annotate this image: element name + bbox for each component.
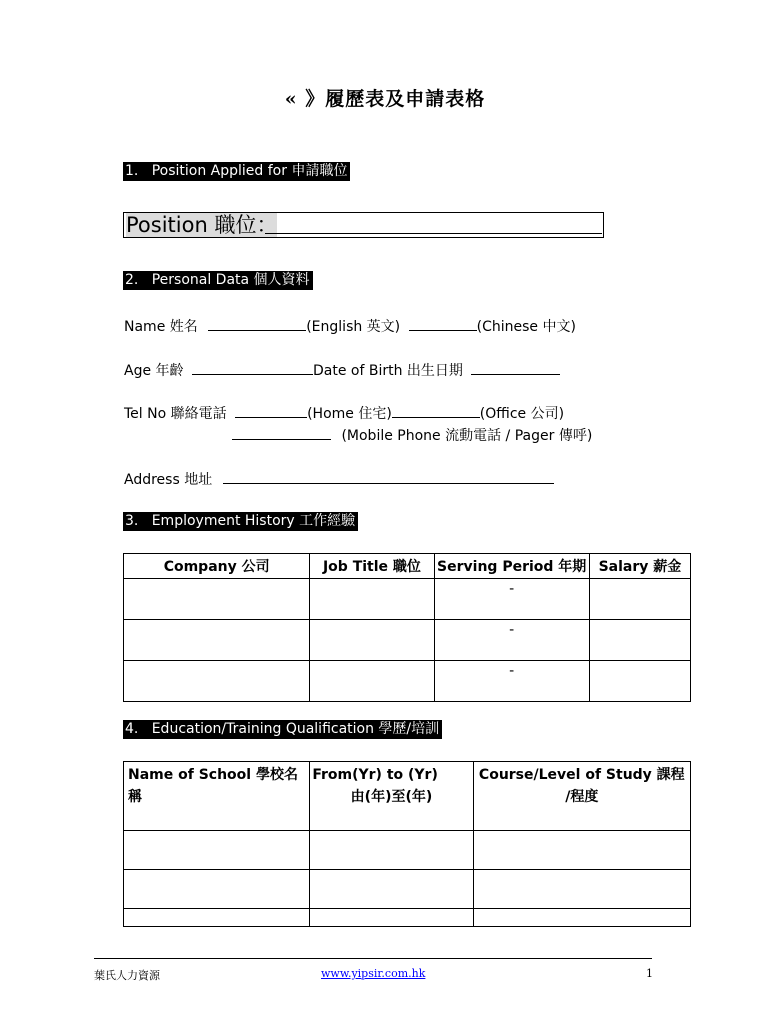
header-course-level-en: Course/Level of Study 課程 <box>478 767 685 783</box>
mobile-blank[interactable] <box>232 425 331 440</box>
serving-period-cell[interactable]: - <box>434 620 589 661</box>
serving-period-cell[interactable]: - <box>434 579 589 620</box>
position-field[interactable] <box>123 212 604 238</box>
job-title-cell[interactable] <box>310 661 434 702</box>
course-cell[interactable] <box>473 870 690 909</box>
tel-home-label: (Home 住宅) <box>307 406 392 422</box>
page-title: « 》履歷表及申請表格 <box>284 88 486 110</box>
page-number: 1 <box>646 967 653 980</box>
period-cell[interactable] <box>310 870 473 909</box>
name-english-label: (English 英文) <box>306 319 401 335</box>
header-course-level <box>473 762 690 831</box>
period-cell[interactable] <box>310 909 473 927</box>
position-label: Position 職位： <box>126 213 278 237</box>
education-table <box>123 761 691 927</box>
tel-label: Tel No 聯絡電話 <box>124 406 227 422</box>
footer-website-link[interactable]: www.yipsir.com.hk <box>321 967 426 980</box>
header-from-to <box>310 762 473 831</box>
address-label: Address 地址 <box>124 472 213 488</box>
header-company: Company 公司 <box>124 554 310 579</box>
course-cell[interactable] <box>473 831 690 870</box>
dob-blank[interactable] <box>471 360 560 375</box>
job-title-cell[interactable] <box>310 579 434 620</box>
age-row <box>124 360 560 380</box>
table-row <box>124 620 691 661</box>
table-header-row <box>124 554 691 579</box>
company-cell[interactable] <box>124 661 310 702</box>
name-row <box>124 316 576 336</box>
job-title-cell[interactable] <box>310 620 434 661</box>
footer-company: 葉氏人力資源 <box>94 969 160 982</box>
company-cell[interactable] <box>124 620 310 661</box>
table-row <box>124 579 691 620</box>
section-heading-employment: 3. Employment History 工作經驗 <box>123 512 358 531</box>
salary-cell[interactable] <box>589 579 690 620</box>
age-blank[interactable] <box>192 360 313 375</box>
name-chinese-blank[interactable] <box>409 316 477 331</box>
table-row <box>124 831 691 870</box>
position-underline <box>265 233 602 234</box>
header-job-title: Job Title 職位 <box>310 554 434 579</box>
school-cell[interactable] <box>124 870 310 909</box>
dob-label: Date of Birth 出生日期 <box>312 363 463 379</box>
header-school-name: Name of School 學校名稱 <box>124 762 310 831</box>
tel-office-label: (Office 公司) <box>479 406 565 422</box>
header-from-to-en: From(Yr) to (Yr) <box>312 767 438 783</box>
period-cell[interactable] <box>310 831 473 870</box>
course-cell[interactable] <box>473 909 690 927</box>
name-chinese-label: (Chinese 中文) <box>476 319 576 335</box>
tel-home-blank[interactable] <box>235 403 307 418</box>
company-cell[interactable] <box>124 579 310 620</box>
name-label: Name 姓名 <box>124 319 198 335</box>
section-heading-personal: 2. Personal Data 個人資料 <box>123 271 313 290</box>
tel-office-blank[interactable] <box>392 403 480 418</box>
table-header-row <box>124 762 691 831</box>
age-label: Age 年齡 <box>124 363 184 379</box>
table-row <box>124 661 691 702</box>
mobile-label: (Mobile Phone 流動電話 / Pager 傳呼) <box>341 428 593 444</box>
school-cell[interactable] <box>124 831 310 870</box>
address-blank[interactable] <box>223 469 554 484</box>
school-cell[interactable] <box>124 909 310 927</box>
section-heading-position: 1. Position Applied for 申請職位 <box>123 162 350 181</box>
address-row <box>124 469 554 489</box>
employment-table <box>123 553 691 702</box>
tel-row <box>124 403 564 423</box>
serving-period-cell[interactable]: - <box>434 661 589 702</box>
table-row <box>124 909 691 927</box>
salary-cell[interactable] <box>589 620 690 661</box>
section-heading-education: 4. Education/Training Qualification 學歷/培訓 <box>123 720 442 739</box>
footer-divider <box>94 958 652 959</box>
salary-cell[interactable] <box>589 661 690 702</box>
header-salary: Salary 薪金 <box>589 554 690 579</box>
mobile-row <box>232 425 592 445</box>
name-english-blank[interactable] <box>208 316 306 331</box>
header-course-level-zh: /程度 <box>565 789 599 805</box>
table-row <box>124 870 691 909</box>
header-from-to-zh: 由(年)至(年) <box>350 789 433 805</box>
header-serving-period: Serving Period 年期 <box>434 554 589 579</box>
